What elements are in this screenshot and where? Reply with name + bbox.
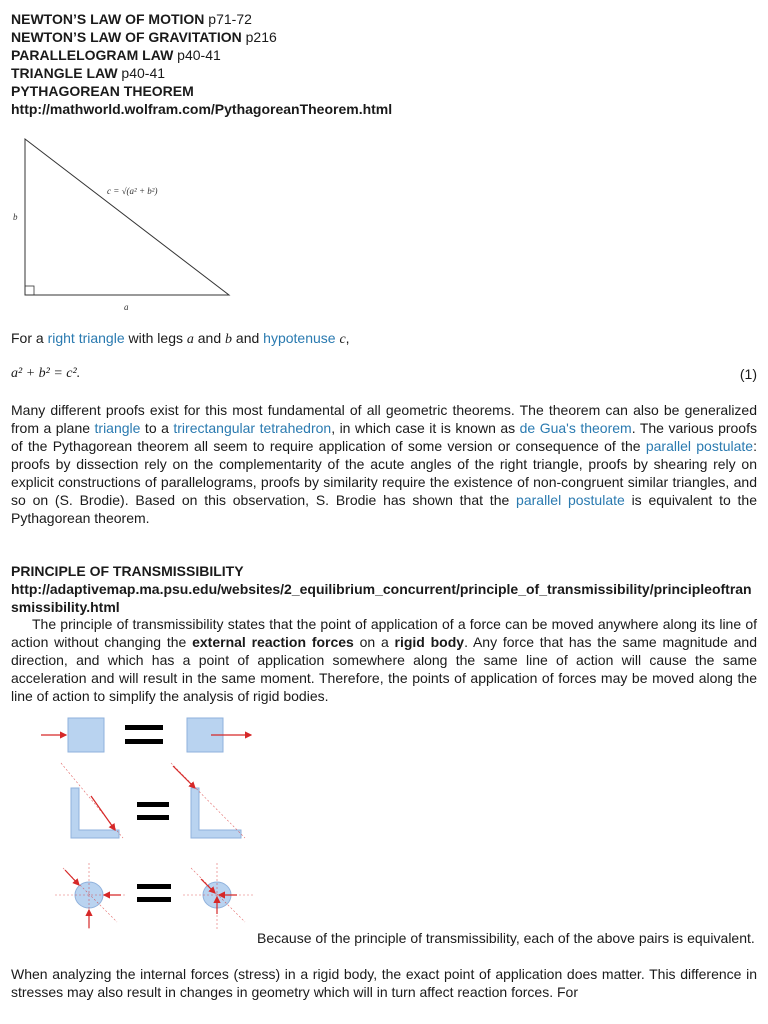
transmissibility-paragraph: The principle of transmissibility states that the point of application of a force can be moved anywhere along its line of action without changing the external reaction forces on a rigid body. Any force that has the same magnitude and direction, and which has a point of application somewhere along the same line of action will cause the same acceleration and will result in the same moment. Therefore, the points of application of forces may be moved along the line of action to simplify the analysis of rigid bodies. <box>11 616 757 704</box>
line-of-action <box>61 763 123 838</box>
equation-number: (1) <box>739 366 757 382</box>
equals-bar-bottom <box>125 739 163 744</box>
equation-text: a² + b² = c². <box>11 366 81 381</box>
equals-bar-top <box>137 802 169 807</box>
link-triangle[interactable]: triangle <box>94 420 141 436</box>
header-newton-motion: NEWTON’S LAW OF MOTION p71-72 <box>11 11 252 27</box>
link-trirectangular-tetrahedron[interactable]: trirectangular tetrahedron <box>173 420 332 436</box>
block-left <box>68 718 104 752</box>
force-arrow <box>173 766 195 788</box>
header-parallelogram: PARALLELOGRAM LAW p40-41 <box>11 47 221 63</box>
link-hypotenuse[interactable]: hypotenuse <box>263 330 336 346</box>
pythagorean-url[interactable]: http://mathworld.wolfram.com/PythagoreanTheorem.html <box>11 101 393 117</box>
link-parallel-postulate[interactable]: parallel postulate <box>645 438 754 454</box>
pair-3 <box>55 863 255 930</box>
transmissibility-url[interactable]: http://adaptivemap.ma.psu.edu/websites/2_equilibrium_concurrent/principle_of_transmissibility/principleoftransmissibility.html <box>11 581 752 615</box>
proofs-paragraph: Many different proofs exist for this most fundamental of all geometric theorems. The theorem can also be generalized from a plane triangle to a trirectangular tetrahedron, in which case it is known as de Gua's theorem. The various proofs of the Pythagorean theorem all seem to require application of some version or consequence of the parallel postulate: proofs by dissection rely on the complementarity of the acute angles of the right triangle, proofs by shearing rely on explicit constructions of parallelograms, proofs by similarity require the existence of non-congruent similar triangles, and so on (S. Brodie). Based on this observation, S. Brodie has shown that the parallel postulate is equivalent to the Pythagorean theorem. <box>11 402 757 526</box>
side-b-label: b <box>13 212 18 222</box>
figure-caption: Because of the principle of transmissibility, each of the above pairs is equivalent. <box>257 930 755 946</box>
force-arrow <box>65 870 79 885</box>
header-pythagorean: PYTHAGOREAN THEOREM <box>11 83 194 99</box>
intro-line: For a right triangle with legs a and b and hypotenuse c, <box>11 330 350 347</box>
pythagorean-equation <box>11 366 757 382</box>
link-right-triangle[interactable]: right triangle <box>47 330 125 346</box>
right-triangle-figure <box>11 134 251 322</box>
bracket-left <box>71 788 119 838</box>
pair-1 <box>41 718 251 752</box>
stress-paragraph: When analyzing the internal forces (stress) in a rigid body, the exact point of application does matter. This difference in stresses may also result in changes in geometry which will in turn affect reaction forces. For <box>11 966 757 1000</box>
equals-bar-bottom <box>137 815 169 820</box>
link-de-gua-theorem[interactable]: de Gua's theorem <box>519 420 632 436</box>
equals-bar-top <box>125 725 163 730</box>
equals-bar-top <box>137 884 171 889</box>
header-block <box>11 10 392 118</box>
force-arrow <box>91 796 115 830</box>
header-triangle: TRIANGLE LAW p40-41 <box>11 65 166 81</box>
transmissibility-header <box>11 562 759 616</box>
line-of-action <box>171 763 245 838</box>
transmissibility-title: PRINCIPLE OF TRANSMISSIBILITY <box>11 563 244 579</box>
header-newton-gravitation: NEWTON’S LAW OF GRAVITATION p216 <box>11 29 277 45</box>
equals-bar-bottom <box>137 897 171 902</box>
transmissibility-figures <box>41 708 261 936</box>
side-a-label: a <box>124 302 129 312</box>
hypotenuse-formula: c = √(a² + b²) <box>107 186 158 196</box>
pair-2 <box>61 763 245 838</box>
bracket-right <box>191 788 241 838</box>
link-parallel-postulate-2[interactable]: parallel postulate <box>516 492 625 508</box>
